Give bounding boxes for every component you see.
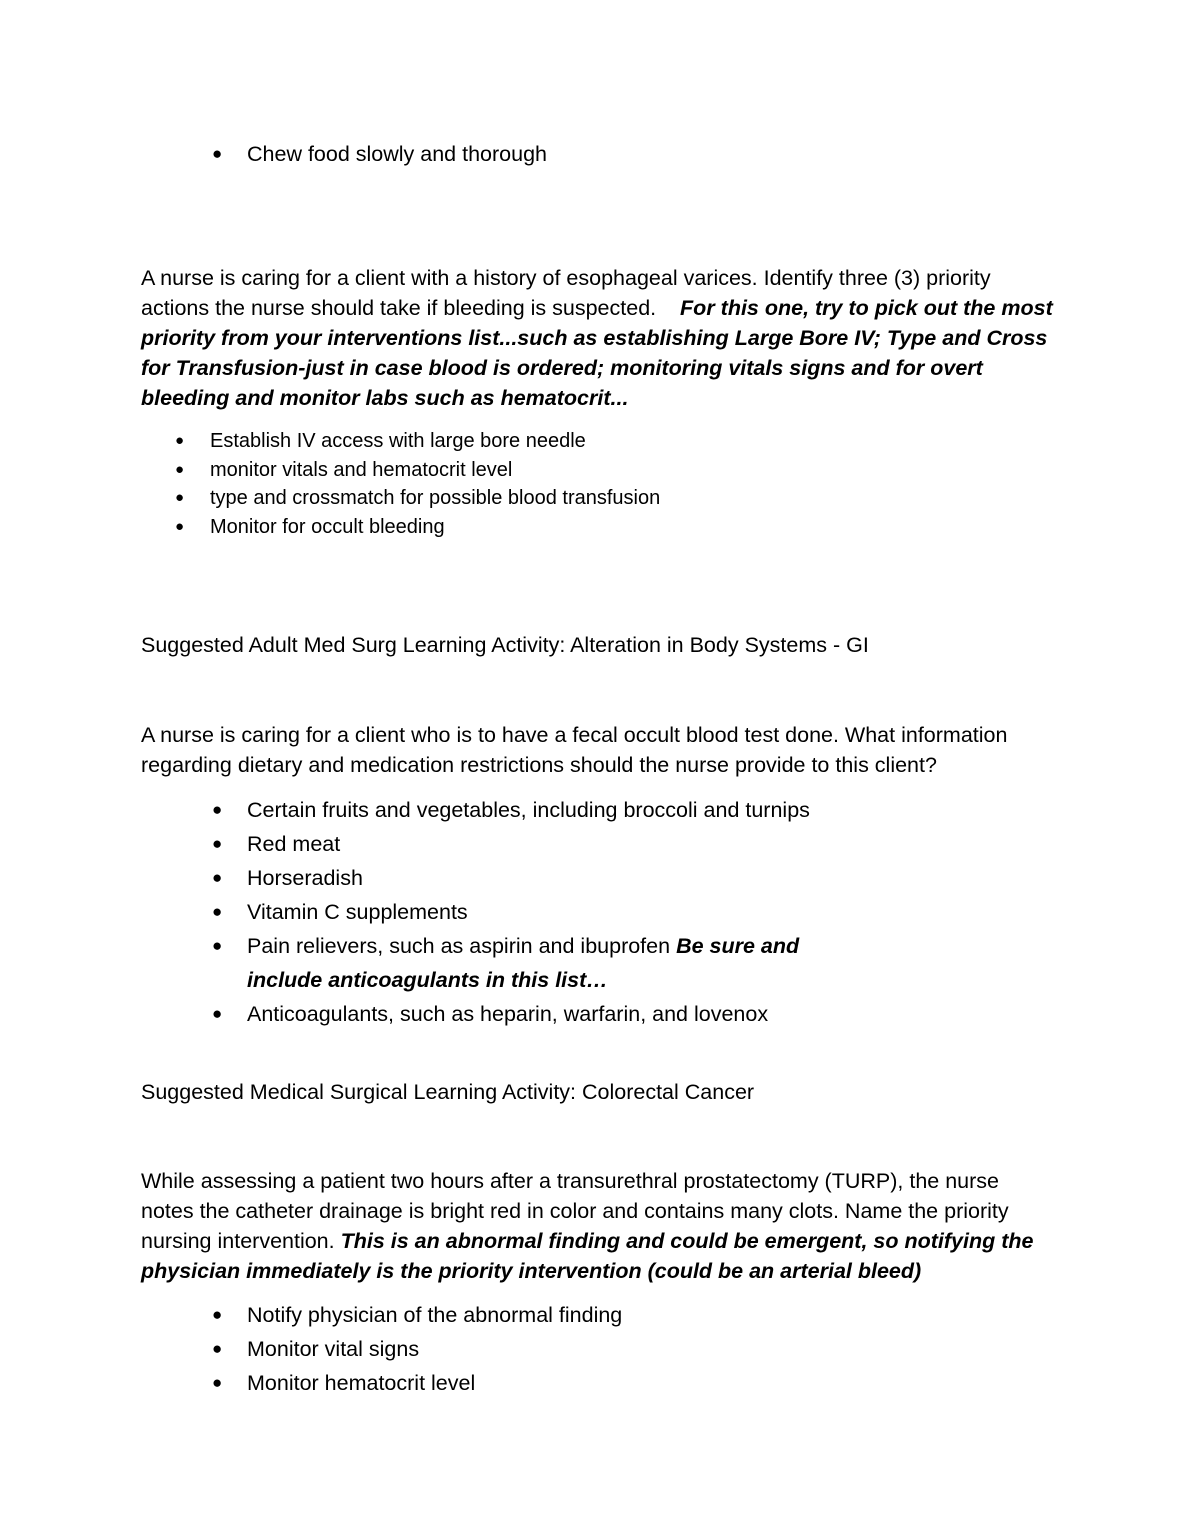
activity-heading-gi: Suggested Adult Med Surg Learning Activity: Alteration in Body Systems - GI <box>141 633 869 657</box>
instructor-note: For this one, try to pick out the most priority from your interventions list...such as establishing Large Bore IV; Type and Cross for Transfusion-just in case blood is ordered; monitoring vitals signs and for overt bleeding and monitor labs such as hematocrit... <box>141 296 1053 410</box>
list-item <box>141 929 807 997</box>
list-item: ● type and crossmatch for possible blood transfusion <box>141 484 1056 513</box>
list-item: ● Monitor hematocrit level <box>141 1366 1056 1400</box>
list-item: ● Chew food slowly and thorough <box>141 137 1056 171</box>
list-item: ● Monitor vital signs <box>141 1332 1056 1366</box>
list-item: ● Red meat <box>141 827 1056 861</box>
list-item: ● Certain fruits and vegetables, including broccoli and turnips <box>141 793 1056 827</box>
question-turp <box>141 1166 1056 1286</box>
question-varices <box>141 263 1056 413</box>
answer-list-turp <box>141 1298 1056 1400</box>
list-item: ● monitor vitals and hematocrit level <box>141 456 1056 485</box>
question-text: While assessing a patient two hours after a transurethral prostatectomy (TURP), the nurse notes the catheter drainage is bright red in color and contains many clots. Name the priority nursing intervention. <box>141 1169 1009 1253</box>
activity-heading-crc: Suggested Medical Surgical Learning Activity: Colorectal Cancer <box>141 1080 755 1104</box>
list-item: ● Monitor for occult bleeding <box>141 513 1056 542</box>
question-text: A nurse is caring for a client who is to have a fecal occult blood test done. What information regarding dietary and medication restrictions should the nurse provide to this client? <box>141 723 1008 777</box>
list-item: ● Anticoagulants, such as heparin, warfarin, and lovenox <box>141 997 1056 1031</box>
answer-list-varices <box>141 427 1056 541</box>
question-text: A nurse is caring for a client with a history of esophageal varices. Identify three (3) priority actions the nurse should take if bleeding is suspected. <box>141 266 991 320</box>
list-item: ● Vitamin C supplements <box>141 895 1056 929</box>
chew-list <box>141 137 1056 171</box>
instructor-note: Be sure and include anticoagulants in this list… <box>247 934 800 992</box>
answer-list-fobt <box>141 793 1056 1031</box>
question-fobt <box>141 720 1056 780</box>
list-item: ● Establish IV access with large bore needle <box>141 427 1056 456</box>
list-item-text: Pain relievers, such as aspirin and ibuprofen <box>247 934 671 958</box>
list-item: ● Horseradish <box>141 861 1056 895</box>
list-item: ● Notify physician of the abnormal finding <box>141 1298 1056 1332</box>
instructor-note: This is an abnormal finding and could be emergent, so notifying the physician immediately is the priority intervention (could be an arterial bleed) <box>141 1229 1034 1283</box>
